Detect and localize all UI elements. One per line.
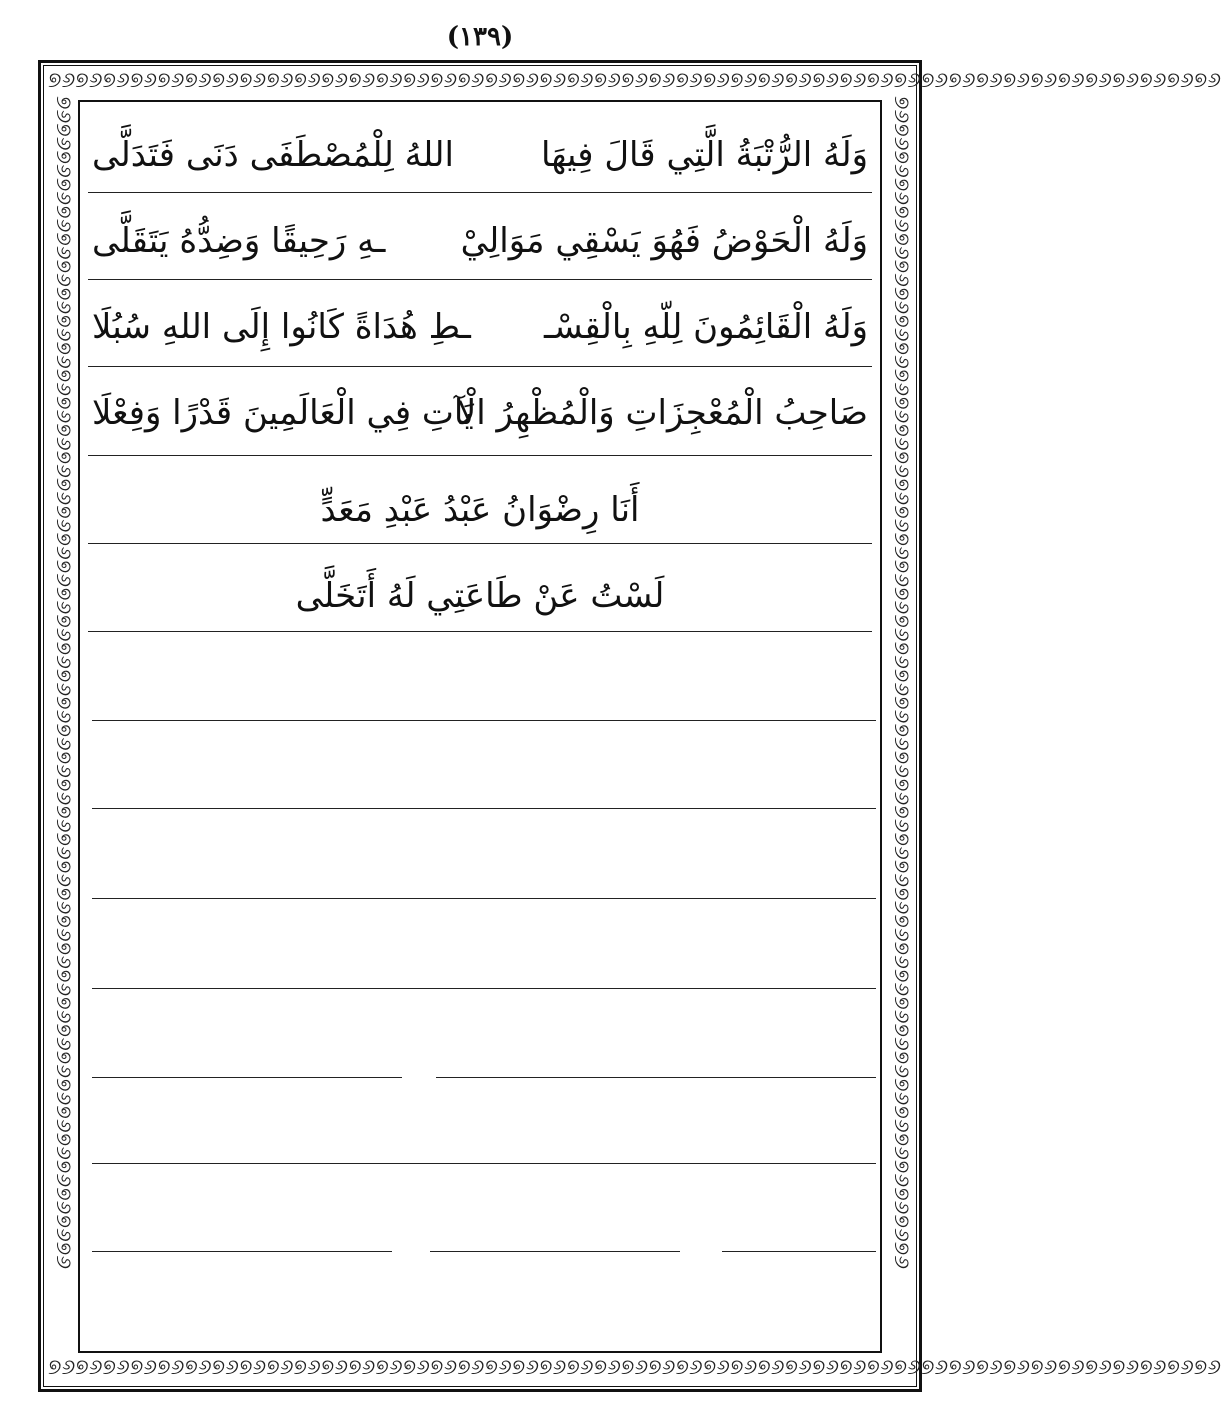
verse-divider <box>88 279 872 280</box>
blank-rule <box>92 898 876 899</box>
blank-rule <box>92 988 876 989</box>
verse-line <box>86 294 874 360</box>
blank-rule <box>436 1077 876 1078</box>
blank-rule <box>92 1077 402 1078</box>
blank-rule <box>92 1251 392 1252</box>
verse-divider <box>88 366 872 367</box>
verse-line <box>86 122 874 188</box>
verse-first-hemistich: وَلَهُ الْقَائِمُونَ لِلّهِ بِالْقِسْـ <box>544 307 868 347</box>
verse-divider <box>88 455 872 456</box>
ornamental-border-right: ୭୬୭୬୭୬୭୬୭୬୭୬୭୬୭୬୭୬୭୬୭୬୭୬୭୬୭୬୭୬୭୬୭୬୭୬୭୬୭୬୭୬୭୬୭୬୭୬୭୬୭୬୭୬୭୬୭୬୭୬୭୬୭୬୭୬୭୬୭୬୭୬୭୬୭୬୭୬୭୬୭୬୭୬୭୬ <box>889 96 914 1270</box>
verse-second-hemistich: ـطِ هُدَاةً كَانُوا إِلَى اللهِ سُبُلَا <box>92 307 471 347</box>
verse-second-hemistich: ـهِ رَحِيقًا وَضِدُّهُ يَتَقَلَّى <box>92 221 386 261</box>
blank-rule <box>92 1163 876 1164</box>
verse-line <box>86 380 874 446</box>
blank-rule <box>92 720 876 721</box>
verse-divider <box>88 631 872 632</box>
verse-first-hemistich: صَاحِبُ الْمُعْجِزَاتِ وَالْمُظْهِرُ الْآ <box>456 393 868 433</box>
verse-line <box>86 208 874 274</box>
ornamental-border-top: ୭୬୭୬୭୬୭୬୭୬୭୬୭୬୭୬୭୬୭୬୭୬୭୬୭୬୭୬୭୬୭୬୭୬୭୬୭୬୭୬୭୬୭୬୭୬୭୬୭୬୭୬୭୬୭୬୭୬୭୬୭୬୭୬୭୬୭୬୭୬୭୬୭୬୭୬୭୬୭୬୭୬୭୬୭୬ <box>48 68 1221 93</box>
verse-second-hemistich: يَاتِ فِي الْعَالَمِينَ قَدْرًا وَفِعْلَا <box>92 393 474 433</box>
verse-first-hemistich: وَلَهُ الرُّتْبَةُ الَّتِي قَالَ فِيهَا <box>540 135 868 175</box>
page-number: (١٣٩) <box>446 22 514 52</box>
blank-rule <box>430 1251 680 1252</box>
verse-first-hemistich: وَلَهُ الْحَوْضُ فَهُوَ يَسْقِي مَوَالِيْ <box>460 221 868 261</box>
blank-rule <box>722 1251 876 1252</box>
blank-rule <box>92 808 876 809</box>
verse-divider <box>88 543 872 544</box>
ornamental-border-bottom: ୭୬୭୬୭୬୭୬୭୬୭୬୭୬୭୬୭୬୭୬୭୬୭୬୭୬୭୬୭୬୭୬୭୬୭୬୭୬୭୬୭୬୭୬୭୬୭୬୭୬୭୬୭୬୭୬୭୬୭୬୭୬୭୬୭୬୭୬୭୬୭୬୭୬୭୬୭୬୭୬୭୬୭୬୭୬ <box>48 1355 1221 1380</box>
verse-second-hemistich: اللهُ لِلْمُصْطَفَى دَنَى فَتَدَلَّى <box>92 135 454 175</box>
ornamental-border-left: ୭୬୭୬୭୬୭୬୭୬୭୬୭୬୭୬୭୬୭୬୭୬୭୬୭୬୭୬୭୬୭୬୭୬୭୬୭୬୭୬୭୬୭୬୭୬୭୬୭୬୭୬୭୬୭୬୭୬୭୬୭୬୭୬୭୬୭୬୭୬୭୬୭୬୭୬୭୬୭୬୭୬୭୬୭୬ <box>51 96 76 1270</box>
content-border <box>78 100 882 1353</box>
verse-divider <box>88 192 872 193</box>
closing-line: لَسْتُ عَنْ طَاعَتِي لَهُ أَتَخَلَّى <box>295 576 665 616</box>
closing-line: أَنَا رِضْوَانُ عَبْدُ عَبْدِ مَعَدٍّ <box>320 490 640 530</box>
